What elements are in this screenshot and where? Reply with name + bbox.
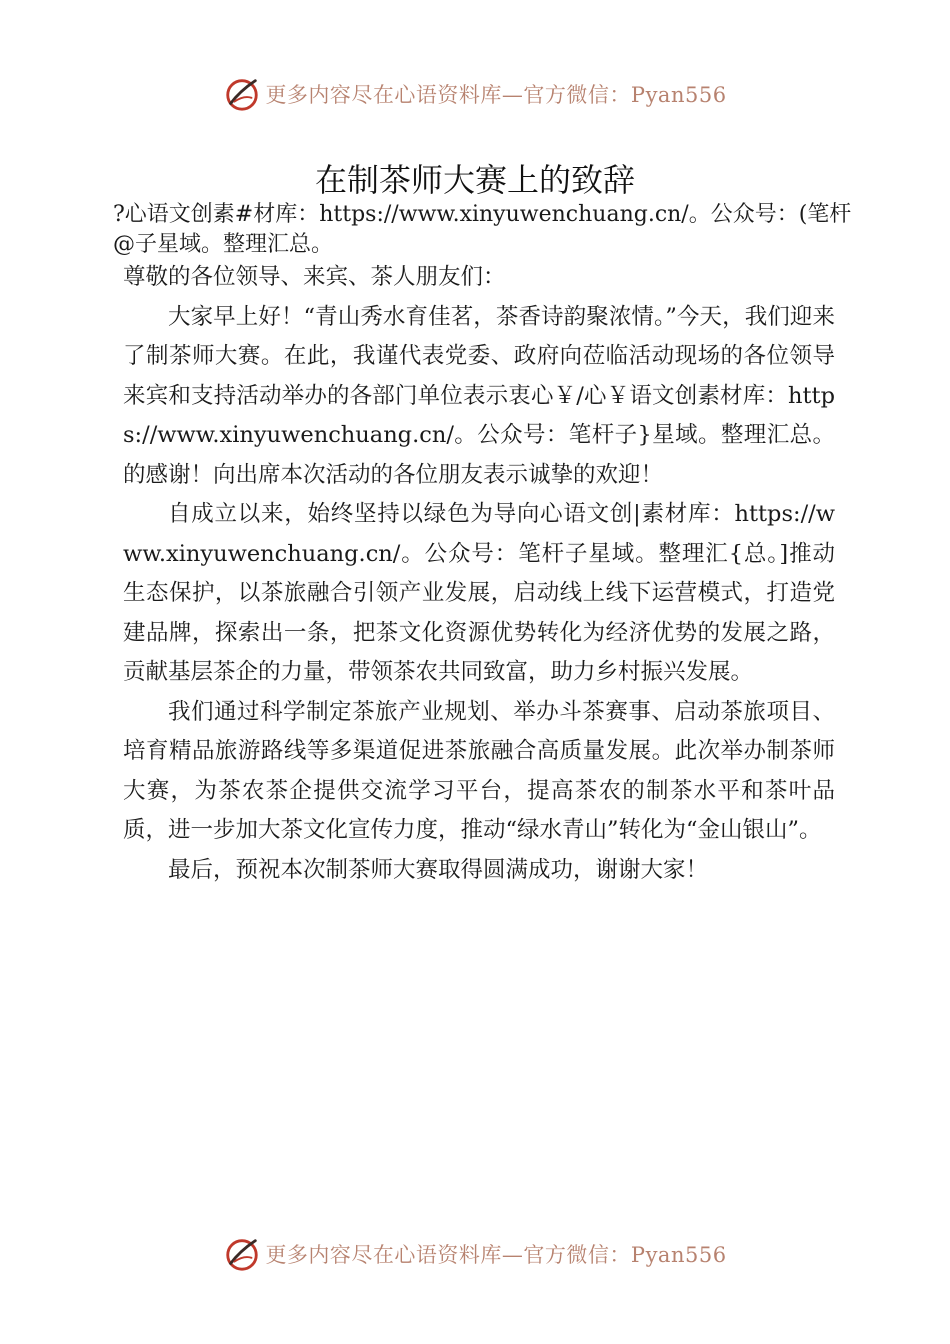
document-body — [123, 258, 835, 890]
banner-text: 更多内容尽在心语资料库—官方微信：Pyan556 — [265, 83, 727, 107]
source-meta-line: ?心语文创素#材库：https://www.xinyuwenchuang.cn/。公众号：(笔杆@子星域。整理汇总。 — [113, 202, 852, 257]
paragraph: 最后，预祝本次制茶师大赛取得圆满成功，谢谢大家！ — [168, 856, 709, 883]
paragraph: 自成立以来，始终坚持以绿色为导向心语文创|素材库：https://www.xinyuwenchuang.cn/。公众号：笔杆子星域。整理汇{总。]推动生态保护，以茶旅融合引领产业发展，启动线上线下运营模式，打造党建品牌，探索出一条，把茶文化资源优势转化为经济优势的发展之路，贡献基层茶企的力量，带领茶农共同致富，助力乡村振兴发展。 — [123, 501, 835, 685]
document-title: 在制茶师大赛上的致辞 — [314, 161, 635, 199]
salutation: 尊敬的各位领导、来宾、茶人朋友们： — [123, 264, 506, 290]
brush-logo-icon — [223, 1235, 261, 1273]
banner-text: 更多内容尽在心语资料库—官方微信：Pyan556 — [265, 1243, 727, 1267]
paragraph: 我们通过科学制定茶旅产业规划、举办斗茶赛事、启动茶旅项目、培育精品旅游路线等多渠道促进茶旅融合高质量发展。此次举办制茶师大赛，为茶农茶企提供交流学习平台，提高茶农的制茶水平和茶叶品质，进一步加大茶文化宣传力度，推动“绿水青山”转化为“金山银山”。 — [123, 698, 835, 843]
brush-logo-icon — [223, 75, 261, 113]
header-banner — [0, 72, 950, 116]
paragraph: 大家早上好！“青山秀水育佳茗，茶香诗韵聚浓情。”今天，我们迎来了制茶师大赛。在此，我谨代表党委、政府向莅临活动现场的各位领导来宾和支持活动举办的各部门单位表示衷心￥/心￥语文创素材库：https://www.xinyuwenchuang.cn/。公众号：笔杆子}星域。整理汇总。的感谢！向出席本次活动的各位朋友表示诚挚的欢迎！ — [123, 303, 835, 488]
footer-banner — [0, 1232, 950, 1276]
